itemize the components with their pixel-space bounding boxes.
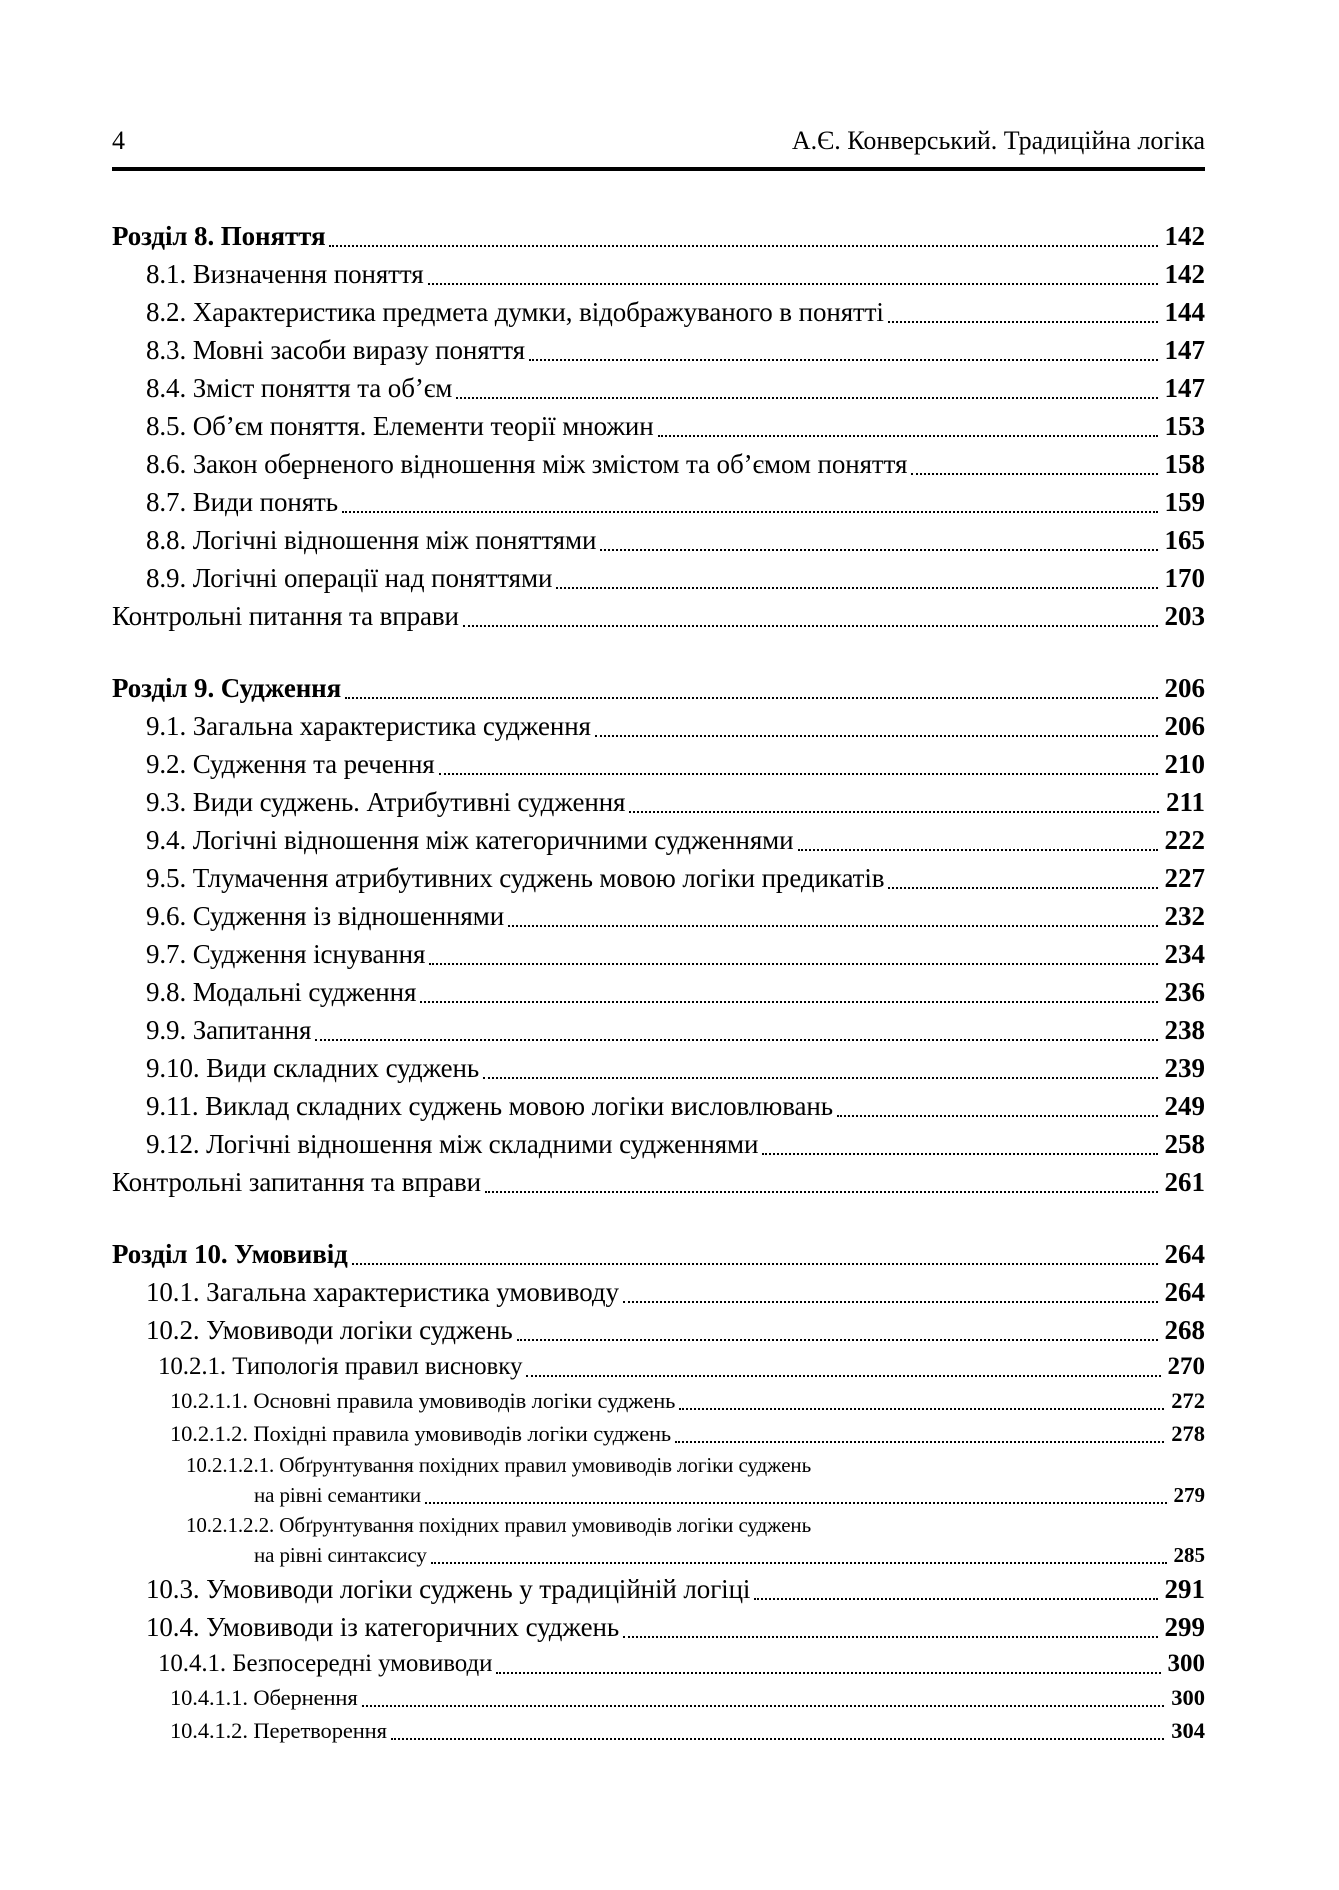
toc-entry-label: 10.2.1.1. Основні правила умовиводів логіки суджень — [170, 1388, 676, 1413]
dot-leader — [679, 1408, 1164, 1410]
page-ref: 279 — [1173, 1483, 1205, 1507]
dot-leader — [463, 625, 1158, 627]
page-ref: 285 — [1173, 1543, 1205, 1567]
dot-leader — [556, 587, 1157, 589]
dot-leader — [485, 1191, 1158, 1193]
toc-entry — [112, 821, 1205, 859]
page-ref: 239 — [1164, 1053, 1205, 1083]
toc-entry — [112, 1049, 1205, 1087]
table-of-contents — [112, 217, 1205, 1747]
dot-leader — [508, 925, 1157, 927]
dot-leader — [345, 697, 1157, 699]
dot-leader — [342, 511, 1158, 513]
toc-entry-label: 10.4.1. Безпосередні умовиводи — [158, 1650, 493, 1677]
toc-entry-label: 10.1. Загальна характеристика умовиводу — [146, 1277, 619, 1307]
page-ref: 249 — [1164, 1091, 1205, 1121]
toc-entry-label: 9.3. Види суджень. Атрибутивні судження — [146, 787, 626, 817]
toc-entry — [112, 1311, 1205, 1349]
toc-section-heading — [112, 669, 1205, 707]
page-ref: 222 — [1164, 825, 1205, 855]
page-ref: 227 — [1164, 863, 1205, 893]
toc-entry-label: 8.7. Види понять — [146, 487, 338, 517]
toc-entry — [112, 1417, 1205, 1450]
toc-entry — [112, 1011, 1205, 1049]
page-ref: 142 — [1164, 221, 1205, 251]
toc-entry-label: 9.12. Логічні відношення між складними судженнями — [146, 1129, 759, 1159]
dot-leader — [526, 1375, 1160, 1377]
page-ref: 268 — [1164, 1315, 1205, 1345]
dot-leader — [352, 1263, 1158, 1265]
toc-entry — [112, 973, 1205, 1011]
toc-entry — [112, 597, 1205, 635]
toc-section — [112, 1235, 1205, 1747]
toc-entry — [112, 783, 1205, 821]
dot-leader — [425, 1502, 1166, 1504]
page-ref: 203 — [1164, 601, 1205, 631]
page-ref: 211 — [1165, 787, 1205, 817]
page-ref: 258 — [1164, 1129, 1205, 1159]
toc-entry — [112, 1570, 1205, 1608]
toc-entry — [112, 1087, 1205, 1125]
toc-entry-label: Контрольні запитання та вправи — [112, 1167, 481, 1197]
toc-entry-label: 8.2. Характеристика предмета думки, відображуваного в понятті — [146, 297, 884, 327]
page-ref: 278 — [1171, 1421, 1205, 1446]
dot-leader — [762, 1153, 1157, 1155]
dot-leader — [483, 1077, 1157, 1079]
dot-leader — [456, 397, 1157, 399]
page-ref: 291 — [1164, 1574, 1205, 1604]
dot-leader — [429, 963, 1157, 965]
page-ref: 270 — [1167, 1353, 1205, 1380]
toc-entry-label: 8.8. Логічні відношення між поняттями — [146, 525, 597, 555]
dot-leader — [496, 1672, 1160, 1674]
page-ref: 300 — [1171, 1685, 1205, 1710]
toc-entry-label: 9.10. Види складних суджень — [146, 1053, 480, 1083]
dot-leader — [362, 1705, 1165, 1707]
toc-entry — [112, 1608, 1205, 1646]
toc-entry-label: 10.2. Умовиводи логіки суджень — [146, 1315, 513, 1345]
toc-entry-label: 9.9. Запитання — [146, 1015, 312, 1045]
toc-entry — [112, 293, 1205, 331]
page-ref: 142 — [1164, 259, 1205, 289]
dot-leader — [754, 1598, 1157, 1600]
toc-entry-label: Контрольні питання та вправи — [112, 601, 459, 631]
dot-leader — [888, 321, 1158, 323]
dot-leader — [623, 1636, 1157, 1638]
toc-entry-label: 10.3. Умовиводи логіки суджень у традиційній логіці — [146, 1574, 751, 1604]
dot-leader — [428, 283, 1158, 285]
section-heading-label: Розділ 9. Судження — [112, 673, 342, 703]
toc-entry-label: 9.4. Логічні відношення між категоричними судженнями — [146, 825, 794, 855]
dot-leader — [798, 849, 1158, 851]
toc-entry — [112, 707, 1205, 745]
toc-entry-continuation — [112, 1480, 1205, 1510]
page-ref: 300 — [1167, 1650, 1205, 1677]
toc-entry — [112, 407, 1205, 445]
dot-leader — [837, 1115, 1158, 1117]
page-ref: 234 — [1164, 939, 1205, 969]
toc-section-heading — [112, 217, 1205, 255]
page-ref: 236 — [1164, 977, 1205, 1007]
toc-entry — [112, 559, 1205, 597]
page-ref: 272 — [1171, 1388, 1205, 1413]
toc-entry-label: 8.6. Закон оберненого відношення між змістом та об’ємом поняття — [146, 449, 908, 479]
toc-entry-label: 9.6. Судження із відношеннями — [146, 901, 505, 931]
toc-entry — [112, 1714, 1205, 1747]
page-ref: 165 — [1164, 525, 1205, 555]
page-ref: 158 — [1164, 449, 1205, 479]
toc-entry — [112, 331, 1205, 369]
toc-entry-label: 8.5. Об’єм поняття. Елементи теорії множин — [146, 411, 654, 441]
toc-entry-label: 10.2.1.2.1. Обґрунтування похідних правил умовиводів логіки суджень — [186, 1453, 812, 1477]
toc-entry-label: 9.1. Загальна характеристика судження — [146, 711, 591, 741]
page-ref: 264 — [1164, 1277, 1205, 1307]
dot-leader — [911, 473, 1157, 475]
toc-entry — [112, 1125, 1205, 1163]
toc-entry — [112, 859, 1205, 897]
section-heading-label: Розділ 8. Поняття — [112, 221, 326, 251]
page-ref: 170 — [1164, 563, 1205, 593]
toc-entry — [112, 521, 1205, 559]
page-ref: 153 — [1164, 411, 1205, 441]
toc-entry — [112, 1384, 1205, 1417]
page-ref: 304 — [1171, 1718, 1205, 1743]
dot-leader — [623, 1301, 1158, 1303]
section-heading-label: Розділ 10. Умовивід — [112, 1239, 348, 1269]
toc-entry-label: 10.2.1. Типологія правил висновку — [158, 1353, 523, 1380]
toc-entry — [112, 1163, 1205, 1201]
page-ref: 206 — [1164, 711, 1205, 741]
toc-entry — [112, 935, 1205, 973]
page-ref: 147 — [1164, 373, 1205, 403]
toc-entry-continuation-label: на рівні семантики — [254, 1483, 422, 1507]
page-ref: 264 — [1164, 1239, 1205, 1269]
toc-entry — [112, 255, 1205, 293]
header-running-title: А.Є. Конверський. Традиційна логіка — [791, 126, 1205, 155]
toc-entry — [112, 483, 1205, 521]
toc-entry-label: 10.4. Умовиводи із категоричних суджень — [146, 1612, 620, 1642]
toc-entry-label: 8.3. Мовні засоби виразу поняття — [146, 335, 525, 365]
toc-entry-label: 8.9. Логічні операції над поняттями — [146, 563, 553, 593]
toc-entry-label: 10.2.1.2. Похідні правила умовиводів логіки суджень — [170, 1421, 672, 1446]
page-ref: 261 — [1164, 1167, 1205, 1197]
dot-leader — [675, 1441, 1164, 1443]
dot-leader — [600, 549, 1157, 551]
toc-entry-label: 10.4.1.1. Обернення — [170, 1685, 358, 1710]
toc-entry-label: 9.8. Модальні судження — [146, 977, 417, 1007]
toc-entry-label: 9.5. Тлумачення атрибутивних суджень мовою логіки предикатів — [146, 863, 885, 893]
toc-section — [112, 217, 1205, 635]
page-ref: 238 — [1164, 1015, 1205, 1045]
toc-entry — [112, 1681, 1205, 1714]
dot-leader — [888, 887, 1157, 889]
toc-entry-continuation-label: на рівні синтаксису — [254, 1543, 427, 1567]
page-ref: 210 — [1164, 749, 1205, 779]
page-ref: 299 — [1164, 1612, 1205, 1642]
dot-leader — [420, 1001, 1157, 1003]
toc-entry-label: 8.1. Визначення поняття — [146, 259, 424, 289]
dot-leader — [629, 811, 1159, 813]
toc-entry-label: 8.4. Зміст поняття та об’єм — [146, 373, 453, 403]
toc-entry — [112, 445, 1205, 483]
dot-leader — [315, 1039, 1157, 1041]
dot-leader — [439, 773, 1158, 775]
toc-entry-continuation — [112, 1540, 1205, 1570]
dot-leader — [529, 359, 1158, 361]
page-ref: 147 — [1164, 335, 1205, 365]
toc-entry-label: 9.2. Судження та речення — [146, 749, 435, 779]
header-page-number: 4 — [112, 126, 125, 155]
page-ref: 232 — [1164, 901, 1205, 931]
page-ref: 159 — [1164, 487, 1205, 517]
toc-entry — [112, 897, 1205, 935]
toc-entry — [112, 1510, 1205, 1540]
dot-leader — [658, 435, 1158, 437]
toc-entry-label: 9.7. Судження існування — [146, 939, 426, 969]
page-header — [112, 125, 1205, 171]
page-ref: 144 — [1164, 297, 1205, 327]
toc-entry — [112, 1349, 1205, 1384]
dot-leader — [391, 1738, 1164, 1740]
toc-entry-label: 10.4.1.2. Перетворення — [170, 1718, 387, 1743]
toc-entry — [112, 1646, 1205, 1681]
dot-leader — [431, 1562, 1167, 1564]
toc-section — [112, 669, 1205, 1201]
toc-section-heading — [112, 1235, 1205, 1273]
toc-entry-label: 9.11. Виклад складних суджень мовою логіки висловлювань — [146, 1091, 833, 1121]
dot-leader — [329, 245, 1157, 247]
page-ref: 206 — [1164, 673, 1205, 703]
dot-leader — [595, 735, 1158, 737]
toc-entry-label: 10.2.1.2.2. Обґрунтування похідних правил умовиводів логіки суджень — [186, 1513, 812, 1537]
toc-entry — [112, 1450, 1205, 1480]
toc-entry — [112, 745, 1205, 783]
toc-entry — [112, 1273, 1205, 1311]
dot-leader — [517, 1339, 1158, 1341]
toc-entry — [112, 369, 1205, 407]
